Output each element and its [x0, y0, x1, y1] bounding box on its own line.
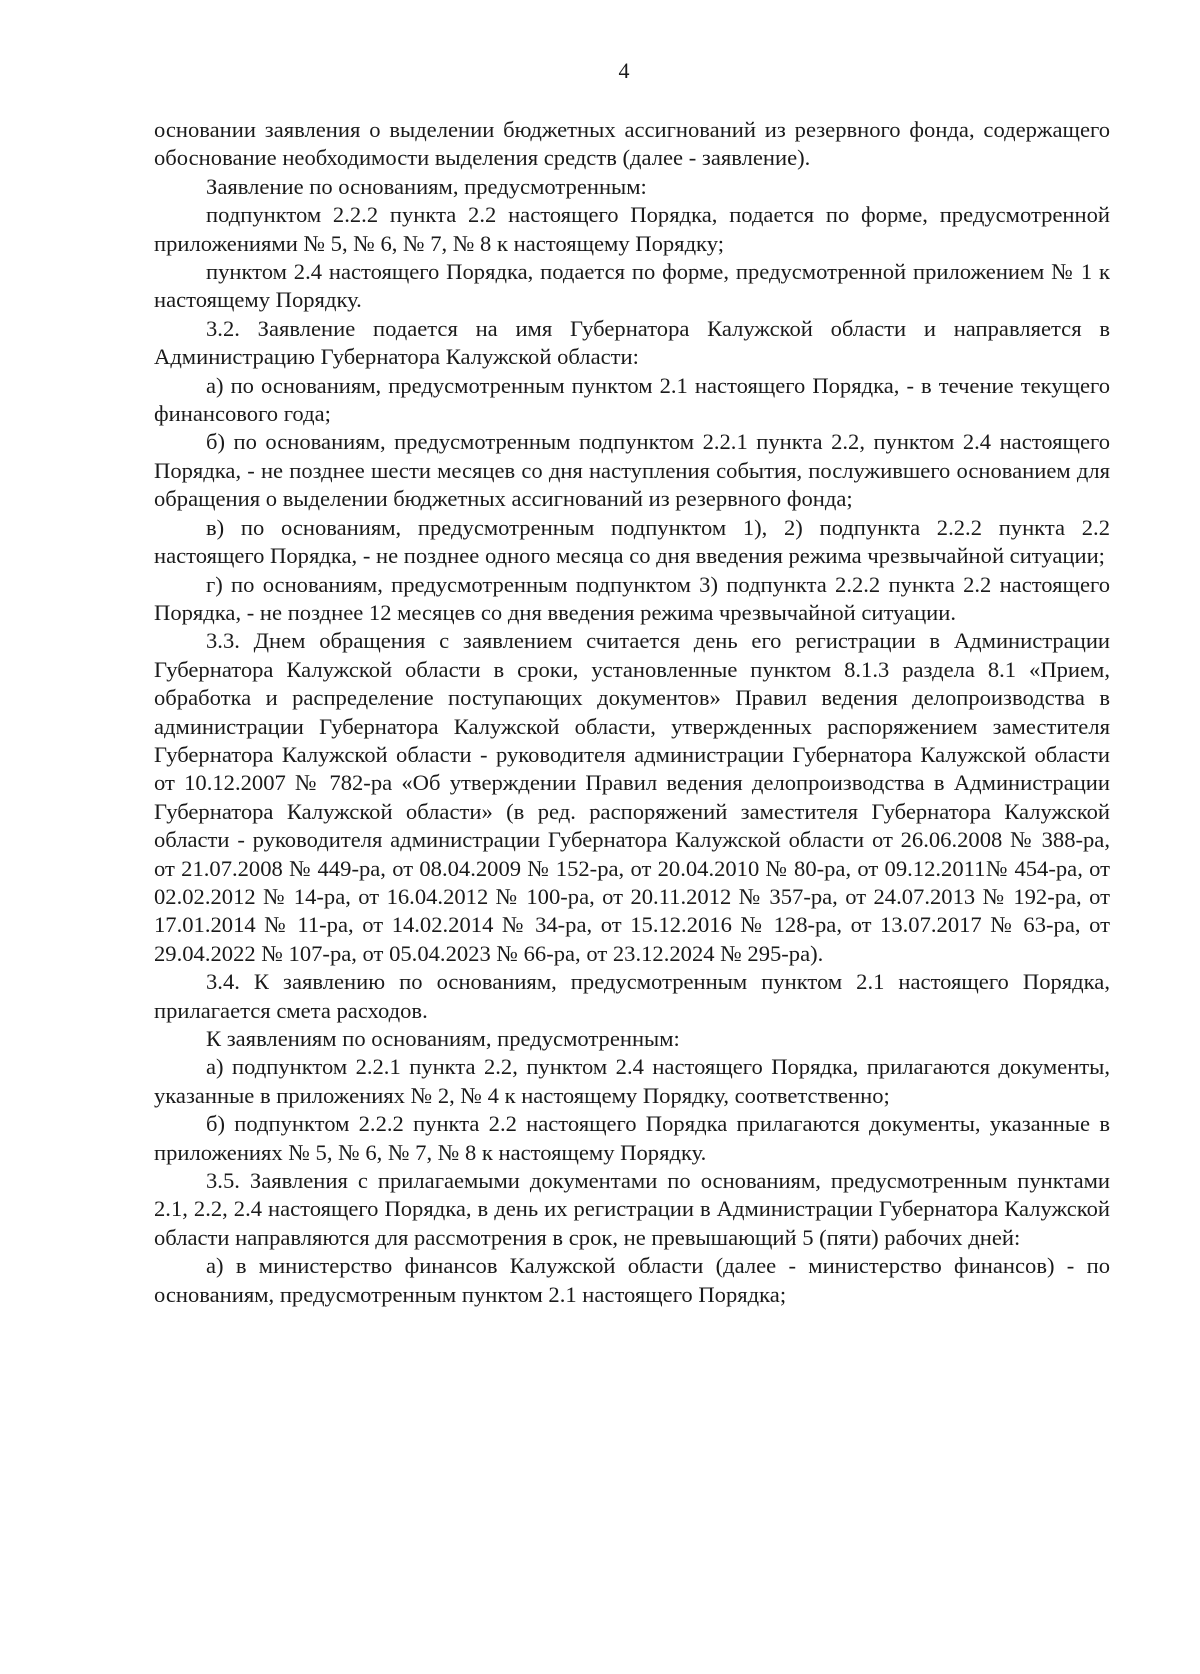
page-number: 4 [618, 58, 630, 83]
paragraph: 3.2. Заявление подается на имя Губернатора Калужской области и направляется в Администрацию Губернатора Калужской области: [154, 315, 1110, 370]
paragraph: 3.4. К заявлению по основаниям, предусмотренным пунктом 2.1 настоящего Порядка, прилагается смета расходов. [154, 969, 1110, 1023]
paragraph: г) по основаниям, предусмотренным подпунктом 3) подпункта 2.2.2 пункта 2.2 настоящего Порядка, - не позднее 12 месяцев со дня введения режима чрезвычайной ситуации. [154, 571, 1110, 625]
paragraph: К заявлениям по основаниям, предусмотренным: [206, 1026, 680, 1051]
paragraph: 3.3. Днем обращения с заявлением считается день его регистрации в Администрации Губернатора Калужской области в сроки, установленные пунктом 8.1.3 раздела 8.1 «Прием, обработка и распределение поступающих документов» Правил ведения делопроизводства в администрации Губернатора Калужской области, утвержденных распоряжением заместителя Губернатора Калужской области - руководителя администрации Губернатора Калужской области от 10.12.2007 № 782-ра «Об утверждении Правил ведения делопроизводства в Администрации Губернатора Калужской области» (в ред. распоряжений заместителя Губернатора Калужской области - руководителя администрации Губернатора Калужской области от 26.06.2008 № 388-ра, от 21.07.2008 № 449-ра, от 08.04.2009 № 152-ра, от 20.04.2010 № 80-ра, от 09.12.2011№ 454-ра, от 02.02.2012 № 14-ра, от 16.04.2012 № 100-ра, от 20.11.2012 № 357-ра, от 24.07.2013 № 192-ра, от 17.01.2014 № 11-ра, от 14.02.2014 № 34-ра, от 15.12.2016 № 128-ра, от 13.07.2017 № 63-ра, от 29.04.2022 № 107-ра, от 05.04.2023 № 66-ра, от 23.12.2024 № 295-ра). [154, 628, 1110, 966]
paragraph: а) по основаниям, предусмотренным пунктом 2.1 настоящего Порядка, - в течение текущего финансового года; [154, 372, 1110, 427]
document-body [154, 116, 1110, 1309]
paragraph: б) подпунктом 2.2.2 пункта 2.2 настоящего Порядка прилагаются документы, указанные в приложениях № 5, № 6, № 7, № 8 к настоящему Порядку. [154, 1111, 1110, 1165]
paragraph: б) по основаниям, предусмотренным подпунктом 2.2.1 пункта 2.2, пунктом 2.4 настоящего Порядка, - не позднее шести месяцев со дня наступления события, послужившего основанием для обращения о выделении бюджетных ассигнований из резервного фонда; [154, 429, 1110, 512]
paragraph: в) по основаниям, предусмотренным подпунктом 1), 2) подпункта 2.2.2 пункта 2.2 настоящего Порядка, - не позднее одного месяца со дня введения режима чрезвычайной ситуации; [154, 514, 1110, 569]
paragraph: подпунктом 2.2.2 пункта 2.2 настоящего Порядка, подается по форме, предусмотренной приложениями № 5, № 6, № 7, № 8 к настоящему Порядку; [154, 202, 1110, 256]
paragraph: а) в министерство финансов Калужской области (далее - министерство финансов) - по основаниям, предусмотренным пунктом 2.1 настоящего Порядка; [154, 1253, 1110, 1307]
paragraph: а) подпунктом 2.2.1 пункта 2.2, пунктом 2.4 настоящего Порядка, прилагаются документы, указанные в приложениях № 2, № 4 к настоящему Порядку, соответственно; [154, 1054, 1110, 1108]
paragraph: Заявление по основаниям, предусмотренным: [206, 173, 647, 199]
paragraph: основании заявления о выделении бюджетных ассигнований из резервного фонда, содержащего обоснование необходимости выделения средств (далее - заявление). [154, 117, 1110, 171]
paragraph: пунктом 2.4 настоящего Порядка, подается по форме, предусмотренной приложением № 1 к настоящему Порядку. [154, 259, 1110, 313]
paragraph: 3.5. Заявления с прилагаемыми документами по основаниям, предусмотренным пунктами 2.1, 2.2, 2.4 настоящего Порядка, в день их регистрации в Администрации Губернатора Калужской области направляются для рассмотрения в срок, не превышающий 5 (пяти) рабочих дней: [154, 1168, 1110, 1250]
